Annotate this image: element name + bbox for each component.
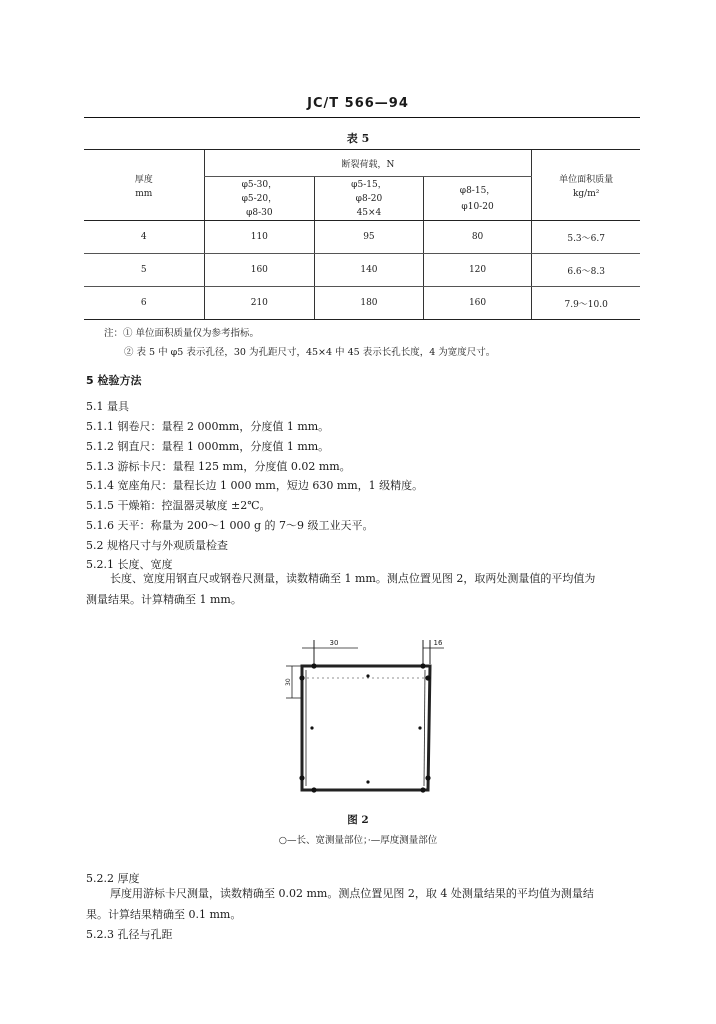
table-row: 4 110 95 80 5.3～6.7 [84,221,640,254]
section-5-2-3: 5.2.3 孔径与孔距 [86,928,173,941]
dim-label-right: 16 [433,639,443,647]
table-note-2: ② 表 5 中 φ5 表示孔径，30 为孔距尺寸，45×4 中 45 表示长孔长度，4 为宽度尺寸。 [124,347,496,358]
section-5-1-1: 5.1.1 钢卷尺：量程 2 000mm，分度值 1 mm。 [86,420,330,433]
section-5-2: 5.2 规格尺寸与外观质量检查 [86,539,228,552]
figure-title: 图 2 [347,814,369,826]
section-5-heading: 5 检验方法 [86,374,142,387]
table-row: 5 160 140 120 6.6～8.3 [84,254,640,287]
thickness-header: 厚度 mm [84,150,204,221]
header-rule [84,117,640,118]
section-5-2-1: 5.2.1 长度、宽度 [86,558,173,571]
table-caption: 表 5 [346,132,370,145]
dim-label-side: 30 [285,678,292,686]
load-subheader-3: φ8-15， φ10-20 [423,177,532,221]
load-subheader-2: φ5-15， φ8-20 45×4 [315,177,424,221]
section-5-1-4: 5.1.4 宽座角尺：量程长边 1 000 mm，短边 630 mm，1 级精度。 [86,479,424,492]
table-note-1: 注：① 单位面积质量仅为参考指标。 [104,328,260,339]
section-5-1-3: 5.1.3 游标卡尺：量程 125 mm，分度值 0.02 mm。 [86,460,351,473]
figure-caption: ○—长、宽测量部位；·—厚度测量部位 [278,835,438,846]
spec-table [84,149,640,320]
paragraph-5-2-1-line2: 测量结果。计算精确至 1 mm。 [86,593,242,606]
measurement-diagram-svg [286,636,446,796]
mass-header: 单位面积质量 kg/m² [532,150,640,221]
load-header: 断裂荷载，N [204,150,532,177]
section-5-1: 5.1 量具 [86,400,129,413]
section-5-2-2: 5.2.2 厚度 [86,872,140,885]
section-5-1-6: 5.1.6 天平：称量为 200～1 000 g 的 7～9 级工业天平。 [86,519,374,532]
section-5-1-5: 5.1.5 干燥箱：控温器灵敏度 ±2℃。 [86,499,271,512]
paragraph-5-2-2-line1: 厚度用游标卡尺测量，读数精确至 0.02 mm。测点位置见图 2，取 4 处测量结果的平均值为测量结 [110,887,594,900]
section-5-1-2: 5.1.2 钢直尺：量程 1 000mm，分度值 1 mm。 [86,440,330,453]
load-subheader-1: φ5-30， φ5-20， φ8-30 [204,177,315,221]
dim-label-left: 30 [329,639,339,647]
figure-2-diagram [286,636,446,800]
paragraph-5-2-1-line1: 长度、宽度用钢直尺或钢卷尺测量，读数精确至 1 mm。测点位置见图 2，取两处测量值的平均值为 [110,572,596,585]
paragraph-5-2-2-line2: 果。计算结果精确至 0.1 mm。 [86,908,242,921]
table-row: 6 210 180 160 7.9～10.0 [84,287,640,320]
standard-code-header: JC/T 566—94 [307,96,409,111]
